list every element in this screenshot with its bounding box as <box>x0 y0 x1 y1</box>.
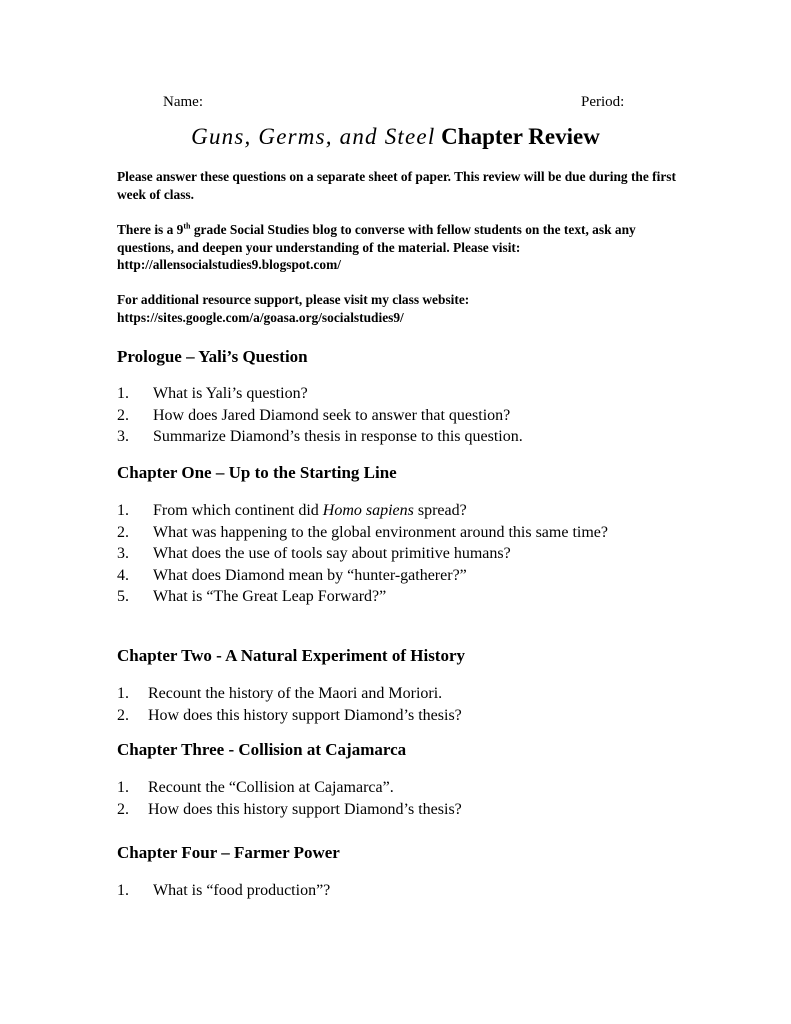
list-item <box>117 405 677 427</box>
question-text: What does Diamond mean by “hunter-gatherer?” <box>153 566 467 584</box>
question-number: 1. <box>117 685 129 702</box>
question-number: 4. <box>117 566 129 584</box>
book-title: Guns, Germs, and Steel <box>191 124 436 149</box>
question-number: 2. <box>117 406 129 424</box>
question-text-emphasis: Homo sapiens <box>322 502 414 519</box>
question-text-part-a: From which continent did <box>153 502 323 519</box>
question-number: 2. <box>117 800 129 818</box>
name-label: Name: <box>163 94 203 110</box>
question-text: Recount the history of the Maori and Moriori. <box>148 685 443 702</box>
question-number: 1. <box>117 502 129 519</box>
question-text: What does the use of tools say about primitive humans? <box>153 545 511 562</box>
question-list-prologue <box>117 383 677 448</box>
list-item <box>117 799 677 821</box>
list-item <box>117 777 677 799</box>
list-item <box>117 565 677 587</box>
question-text: What is “The Great Leap Forward?” <box>153 588 387 605</box>
list-item <box>117 586 677 608</box>
title-suffix: Chapter Review <box>441 124 600 149</box>
question-text: How does this history support Diamond’s thesis? <box>148 706 462 724</box>
intro-website: For additional resource support, please visit my class website: https://sites.google.com/a/goasa.org/socialstudies9/ <box>117 292 470 325</box>
question-number: 1. <box>117 385 129 402</box>
question-text: What was happening to the global environment around this same time? <box>153 523 608 541</box>
period-label: Period: <box>581 94 625 110</box>
question-text-part-b: spread? <box>413 502 467 519</box>
question-list-chapter-two <box>117 683 677 726</box>
intro-blog <box>117 221 677 274</box>
list-item <box>117 522 677 544</box>
question-number: 3. <box>117 545 129 562</box>
question-number: 1. <box>117 882 129 899</box>
ordinal-suffix: th <box>183 221 191 231</box>
question-list-chapter-three <box>117 777 677 820</box>
section-heading-chapter-one: Chapter One – Up to the Starting Line <box>117 463 397 482</box>
list-item <box>117 705 677 727</box>
section-heading-chapter-three: Chapter Three - Collision at Cajamarca <box>117 740 407 759</box>
question-text: Recount the “Collision at Cajamarca”. <box>148 779 394 796</box>
question-text: What is “food production”? <box>153 882 331 899</box>
intro-blog-part-a: There is a 9 <box>117 222 184 237</box>
question-list-chapter-one <box>117 500 677 608</box>
question-number: 2. <box>117 523 129 541</box>
question-text: What is Yali’s question? <box>153 385 308 402</box>
question-text: How does Jared Diamond seek to answer that question? <box>153 406 511 424</box>
list-item <box>117 683 677 705</box>
question-number: 2. <box>117 706 129 724</box>
list-item <box>117 500 677 522</box>
intro-blog-part-b: grade Social Studies blog to converse with fellow students on the text, ask any questions, and deepen your understanding of the material. Please visit: http://allensocialstudies9.blogspot.com/ <box>117 222 636 272</box>
question-number: 1. <box>117 779 129 796</box>
section-heading-chapter-two: Chapter Two - A Natural Experiment of History <box>117 646 466 665</box>
list-item <box>117 383 677 405</box>
page-title <box>0 124 791 150</box>
list-item <box>117 543 677 565</box>
question-text: How does this history support Diamond’s thesis? <box>148 800 462 818</box>
question-text: Summarize Diamond’s thesis in response to this question. <box>153 428 523 445</box>
question-number: 3. <box>117 428 129 445</box>
list-item <box>117 880 677 902</box>
list-item <box>117 426 677 448</box>
question-list-chapter-four <box>117 880 677 902</box>
intro-instructions: Please answer these questions on a separate sheet of paper. This review will be due during the first week of class. <box>117 169 676 202</box>
question-number: 5. <box>117 588 129 605</box>
section-heading-prologue: Prologue – Yali’s Question <box>117 347 308 366</box>
section-heading-chapter-four: Chapter Four – Farmer Power <box>117 843 340 862</box>
